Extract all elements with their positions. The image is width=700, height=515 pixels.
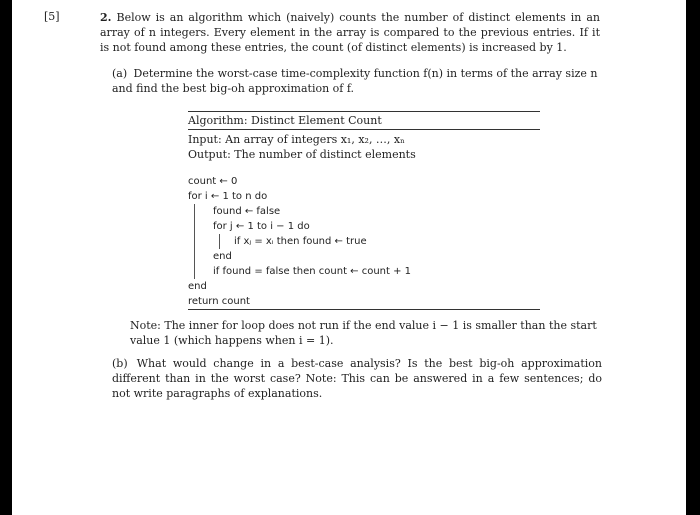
code-line-6: end — [213, 251, 232, 262]
code-line-3: found ← false — [213, 206, 281, 217]
question-number: 2. — [100, 11, 112, 24]
algorithm-title: Algorithm: Distinct Element Count — [188, 114, 382, 127]
code-line-2: for i ← 1 to n do — [188, 191, 268, 202]
marks-label: [5] — [44, 10, 60, 23]
inner-loop-body — [219, 234, 540, 249]
part-b-text: What would change in a best-case analysis? Is the best big-oh approximation different than in the worst case? Note: This can be answered in a few sentences; do not write paragraphs of explanations. — [112, 357, 602, 400]
right-border — [686, 0, 700, 515]
code-line-4: for j ← 1 to i − 1 do — [213, 221, 310, 232]
part-a-label: (a) — [112, 67, 128, 80]
question-text — [100, 10, 600, 55]
code-line-5: if xⱼ = xᵢ then found ← true — [234, 236, 367, 247]
code-line-9: return count — [188, 296, 250, 307]
code-line-7: if found = false then count ← count + 1 — [213, 266, 412, 277]
algorithm-code — [188, 174, 540, 309]
algorithm-output: Output: The number of distinct elements — [188, 148, 416, 161]
algorithm-box — [188, 111, 540, 310]
part-a-text: Determine the worst-case time-complexity function f(n) in terms of the array size n and find the best big-oh approximation of f. — [112, 67, 598, 95]
algorithm-input: Input: An array of integers x₁, x₂, …, xₙ — [188, 133, 405, 146]
note-text: Note: The inner for loop does not run if the end value i − 1 is smaller than the start value 1 (which happens when i = 1). — [130, 319, 597, 347]
code-line-1: count ← 0 — [188, 176, 238, 187]
part-b — [112, 356, 602, 401]
left-border — [0, 0, 12, 515]
question-body: Below is an algorithm which (naively) counts the number of distinct elements in an array of n integers. Every element in the array is compared to the previous entries. If it is not found among these entries, the count (of distinct elements) is increased by 1. — [100, 11, 600, 54]
algorithm-bottom-rule — [188, 309, 540, 310]
part-b-label: (b) — [112, 357, 128, 370]
part-a — [112, 66, 602, 96]
outer-loop-body — [194, 204, 540, 279]
code-line-8: end — [188, 281, 207, 292]
